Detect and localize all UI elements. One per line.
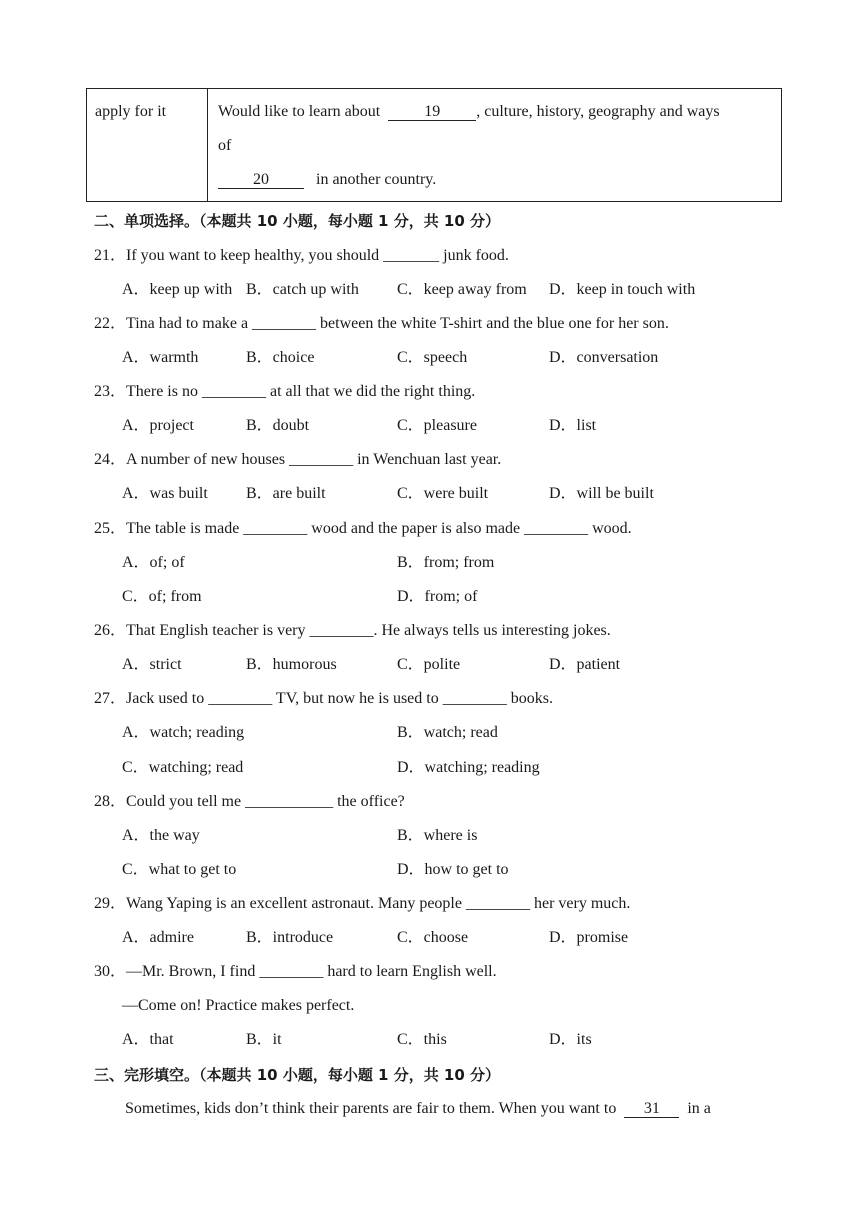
q23-option-b[interactable]: B．doubt (246, 417, 310, 434)
q22-option-b[interactable]: B．choice (246, 349, 315, 366)
q25-option-d[interactable]: D．from; of (397, 588, 478, 605)
question-27-stem: 27．Jack used to ________ TV, but now he is used to ________ books. (94, 690, 553, 707)
question-25-stem: 25．The table is made ________ wood and the paper is also made ________ wood. (94, 520, 632, 537)
blank-20: 20 (218, 171, 304, 189)
q25-option-b[interactable]: B．from; from (397, 554, 495, 571)
q30-option-b[interactable]: B．it (246, 1031, 282, 1048)
q28-option-a[interactable]: A．the way (122, 827, 200, 844)
table-label: apply for it (95, 103, 167, 120)
q22-option-d[interactable]: D．conversation (549, 349, 659, 366)
question-21-stem: 21．If you want to keep healthy, you should _______ junk food. (94, 247, 509, 264)
table-content-cell (208, 89, 781, 201)
q21-option-d[interactable]: D．keep in touch with (549, 281, 696, 298)
q27-option-a[interactable]: A．watch; reading (122, 724, 245, 741)
q22-option-c[interactable]: C．speech (397, 349, 468, 366)
question-24-stem: 24．A number of new houses ________ in Wenchuan last year. (94, 451, 502, 468)
question-28-stem: 28．Could you tell me ___________ the office? (94, 793, 405, 810)
section-2-heading: 二、单项选择。（本题共 10 小题，每小题 1 分，共 10 分） (94, 212, 501, 230)
question-26-stem: 26．That English teacher is very ________. He always tells us interesting jokes. (94, 622, 611, 639)
q21-option-c[interactable]: C．keep away from (397, 281, 527, 298)
q29-option-b[interactable]: B．introduce (246, 929, 334, 946)
q24-option-a[interactable]: A．was built (122, 485, 208, 502)
q26-option-d[interactable]: D．patient (549, 656, 621, 673)
q22-option-a[interactable]: A．warmth (122, 349, 199, 366)
blank-19: 19 (388, 103, 476, 121)
info-table (86, 88, 782, 202)
question-22-stem: 22．Tina had to make a ________ between the white T-shirt and the blue one for her son. (94, 315, 669, 332)
q27-option-b[interactable]: B．watch; read (397, 724, 498, 741)
q24-option-c[interactable]: C．were built (397, 485, 489, 502)
table-line-1: Would like to learn about 19 , culture, history, geography and ways (218, 103, 720, 120)
q27-option-c[interactable]: C．watching; read (122, 759, 244, 776)
q24-option-d[interactable]: D．will be built (549, 485, 654, 502)
q23-option-d[interactable]: D．list (549, 417, 597, 434)
q23-option-c[interactable]: C．pleasure (397, 417, 477, 434)
q27-option-d[interactable]: D．watching; reading (397, 759, 540, 776)
q26-option-b[interactable]: B．humorous (246, 656, 337, 673)
q26-option-a[interactable]: A．strict (122, 656, 182, 673)
q29-option-c[interactable]: C．choose (397, 929, 469, 946)
q28-option-d[interactable]: D．how to get to (397, 861, 509, 878)
q30-option-c[interactable]: C．this (397, 1031, 447, 1048)
q25-option-c[interactable]: C．of; from (122, 588, 202, 605)
q25-option-a[interactable]: A．of; of (122, 554, 185, 571)
q21-option-a[interactable]: A．keep up with (122, 281, 233, 298)
q24-option-b[interactable]: B．are built (246, 485, 326, 502)
q29-option-a[interactable]: A．admire (122, 929, 194, 946)
blank-31: 31 (624, 1100, 679, 1118)
q21-option-b[interactable]: B．catch up with (246, 281, 359, 298)
q26-option-c[interactable]: C．polite (397, 656, 461, 673)
q28-option-b[interactable]: B．where is (397, 827, 478, 844)
q23-option-a[interactable]: A．project (122, 417, 194, 434)
question-30-stem-2: —Come on! Practice makes perfect. (122, 997, 355, 1014)
q30-option-a[interactable]: A．that (122, 1031, 174, 1048)
table-line-3: 20 in another country. (218, 171, 436, 189)
question-23-stem: 23．There is no ________ at all that we did the right thing. (94, 383, 476, 400)
q29-option-d[interactable]: D．promise (549, 929, 629, 946)
table-label-cell (87, 89, 208, 201)
question-29-stem: 29．Wang Yaping is an excellent astronaut. Many people ________ her very much. (94, 895, 631, 912)
section-3-heading: 三、完形填空。（本题共 10 小题，每小题 1 分，共 10 分） (94, 1066, 501, 1084)
cloze-paragraph-line: Sometimes, kids don’t think their parents are fair to them. When you want to 31 in a (125, 1100, 711, 1117)
q30-option-d[interactable]: D．its (549, 1031, 592, 1048)
table-line-2: of (218, 137, 232, 154)
question-30-stem: 30．—Mr. Brown, I find ________ hard to learn English well. (94, 963, 497, 980)
q28-option-c[interactable]: C．what to get to (122, 861, 237, 878)
